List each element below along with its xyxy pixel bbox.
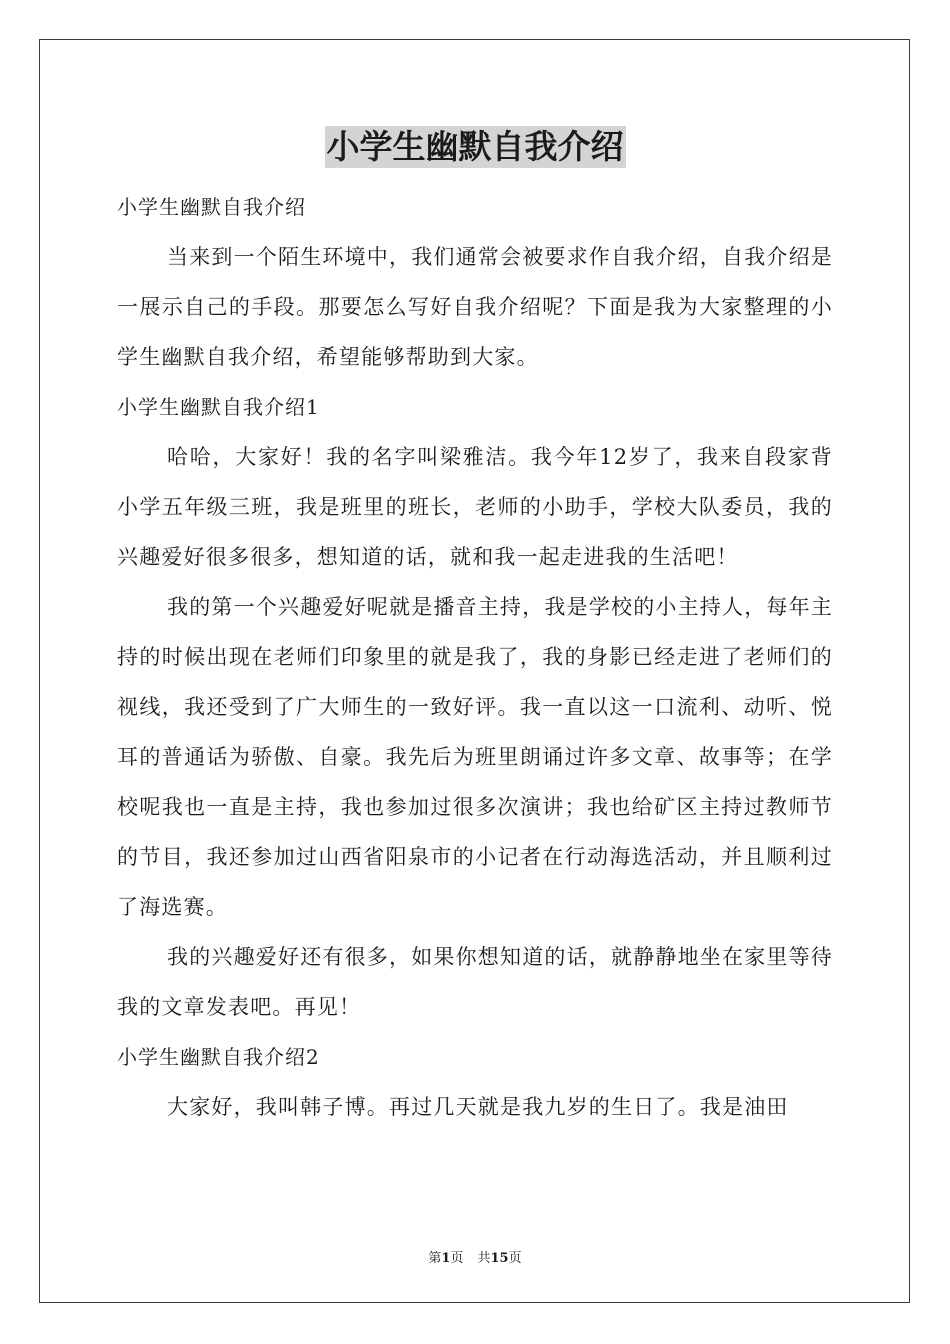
total-page-count: 15 [490,1251,509,1266]
title-container [117,126,833,172]
total-suffix: 页 [508,1251,522,1266]
page-prefix: 第 [428,1251,442,1266]
document-title: 小学生幽默自我介绍 [326,127,624,166]
section-1-heading: 小学生幽默自我介绍1 [117,395,320,419]
document-body [117,126,833,1132]
page-suffix: 页 [450,1251,464,1266]
section-2-paragraph: 大家好，我叫韩子博。再过几天就是我九岁的生日了。我是油田 [167,1095,789,1119]
document-subtitle: 小学生幽默自我介绍 [117,195,306,219]
intro-paragraph: 当来到一个陌生环境中，我们通常会被要求作自我介绍，自我介绍是一展示自己的手段。那要怎么写好自我介绍呢？下面是我为大家整理的小学生幽默自我介绍，希望能够帮助到大家。 [117,245,833,369]
total-prefix: 共 [477,1251,491,1266]
page-footer [0,1247,950,1266]
section-1-paragraph: 我的兴趣爱好还有很多，如果你想知道的话，就静静地坐在家里等待我的文章发表吧。再见！ [117,945,833,1019]
section-1-paragraph: 哈哈，大家好！我的名字叫梁雅洁。我今年12岁了，我来自段家背小学五年级三班，我是班里的班长，老师的小助手，学校大队委员，我的兴趣爱好很多很多，想知道的话，就和我一起走进我的生活吧！ [117,445,833,569]
section-2-heading: 小学生幽默自我介绍2 [117,1045,320,1069]
current-page-number: 1 [441,1251,451,1266]
section-1-paragraph: 我的第一个兴趣爱好呢就是播音主持，我是学校的小主持人，每年主持的时候出现在老师们印象里的就是我了，我的身影已经走进了老师们的视线，我还受到了广大师生的一致好评。我一直以这一口流利、动听、悦耳的普通话为骄傲、自豪。我先后为班里朗诵过许多文章、故事等；在学校呢我也一直是主持，我也参加过很多次演讲；我也给矿区主持过教师节的节目，我还参加过山西省阳泉市的小记者在行动海选活动，并且顺利过了海选赛。 [117,595,833,919]
